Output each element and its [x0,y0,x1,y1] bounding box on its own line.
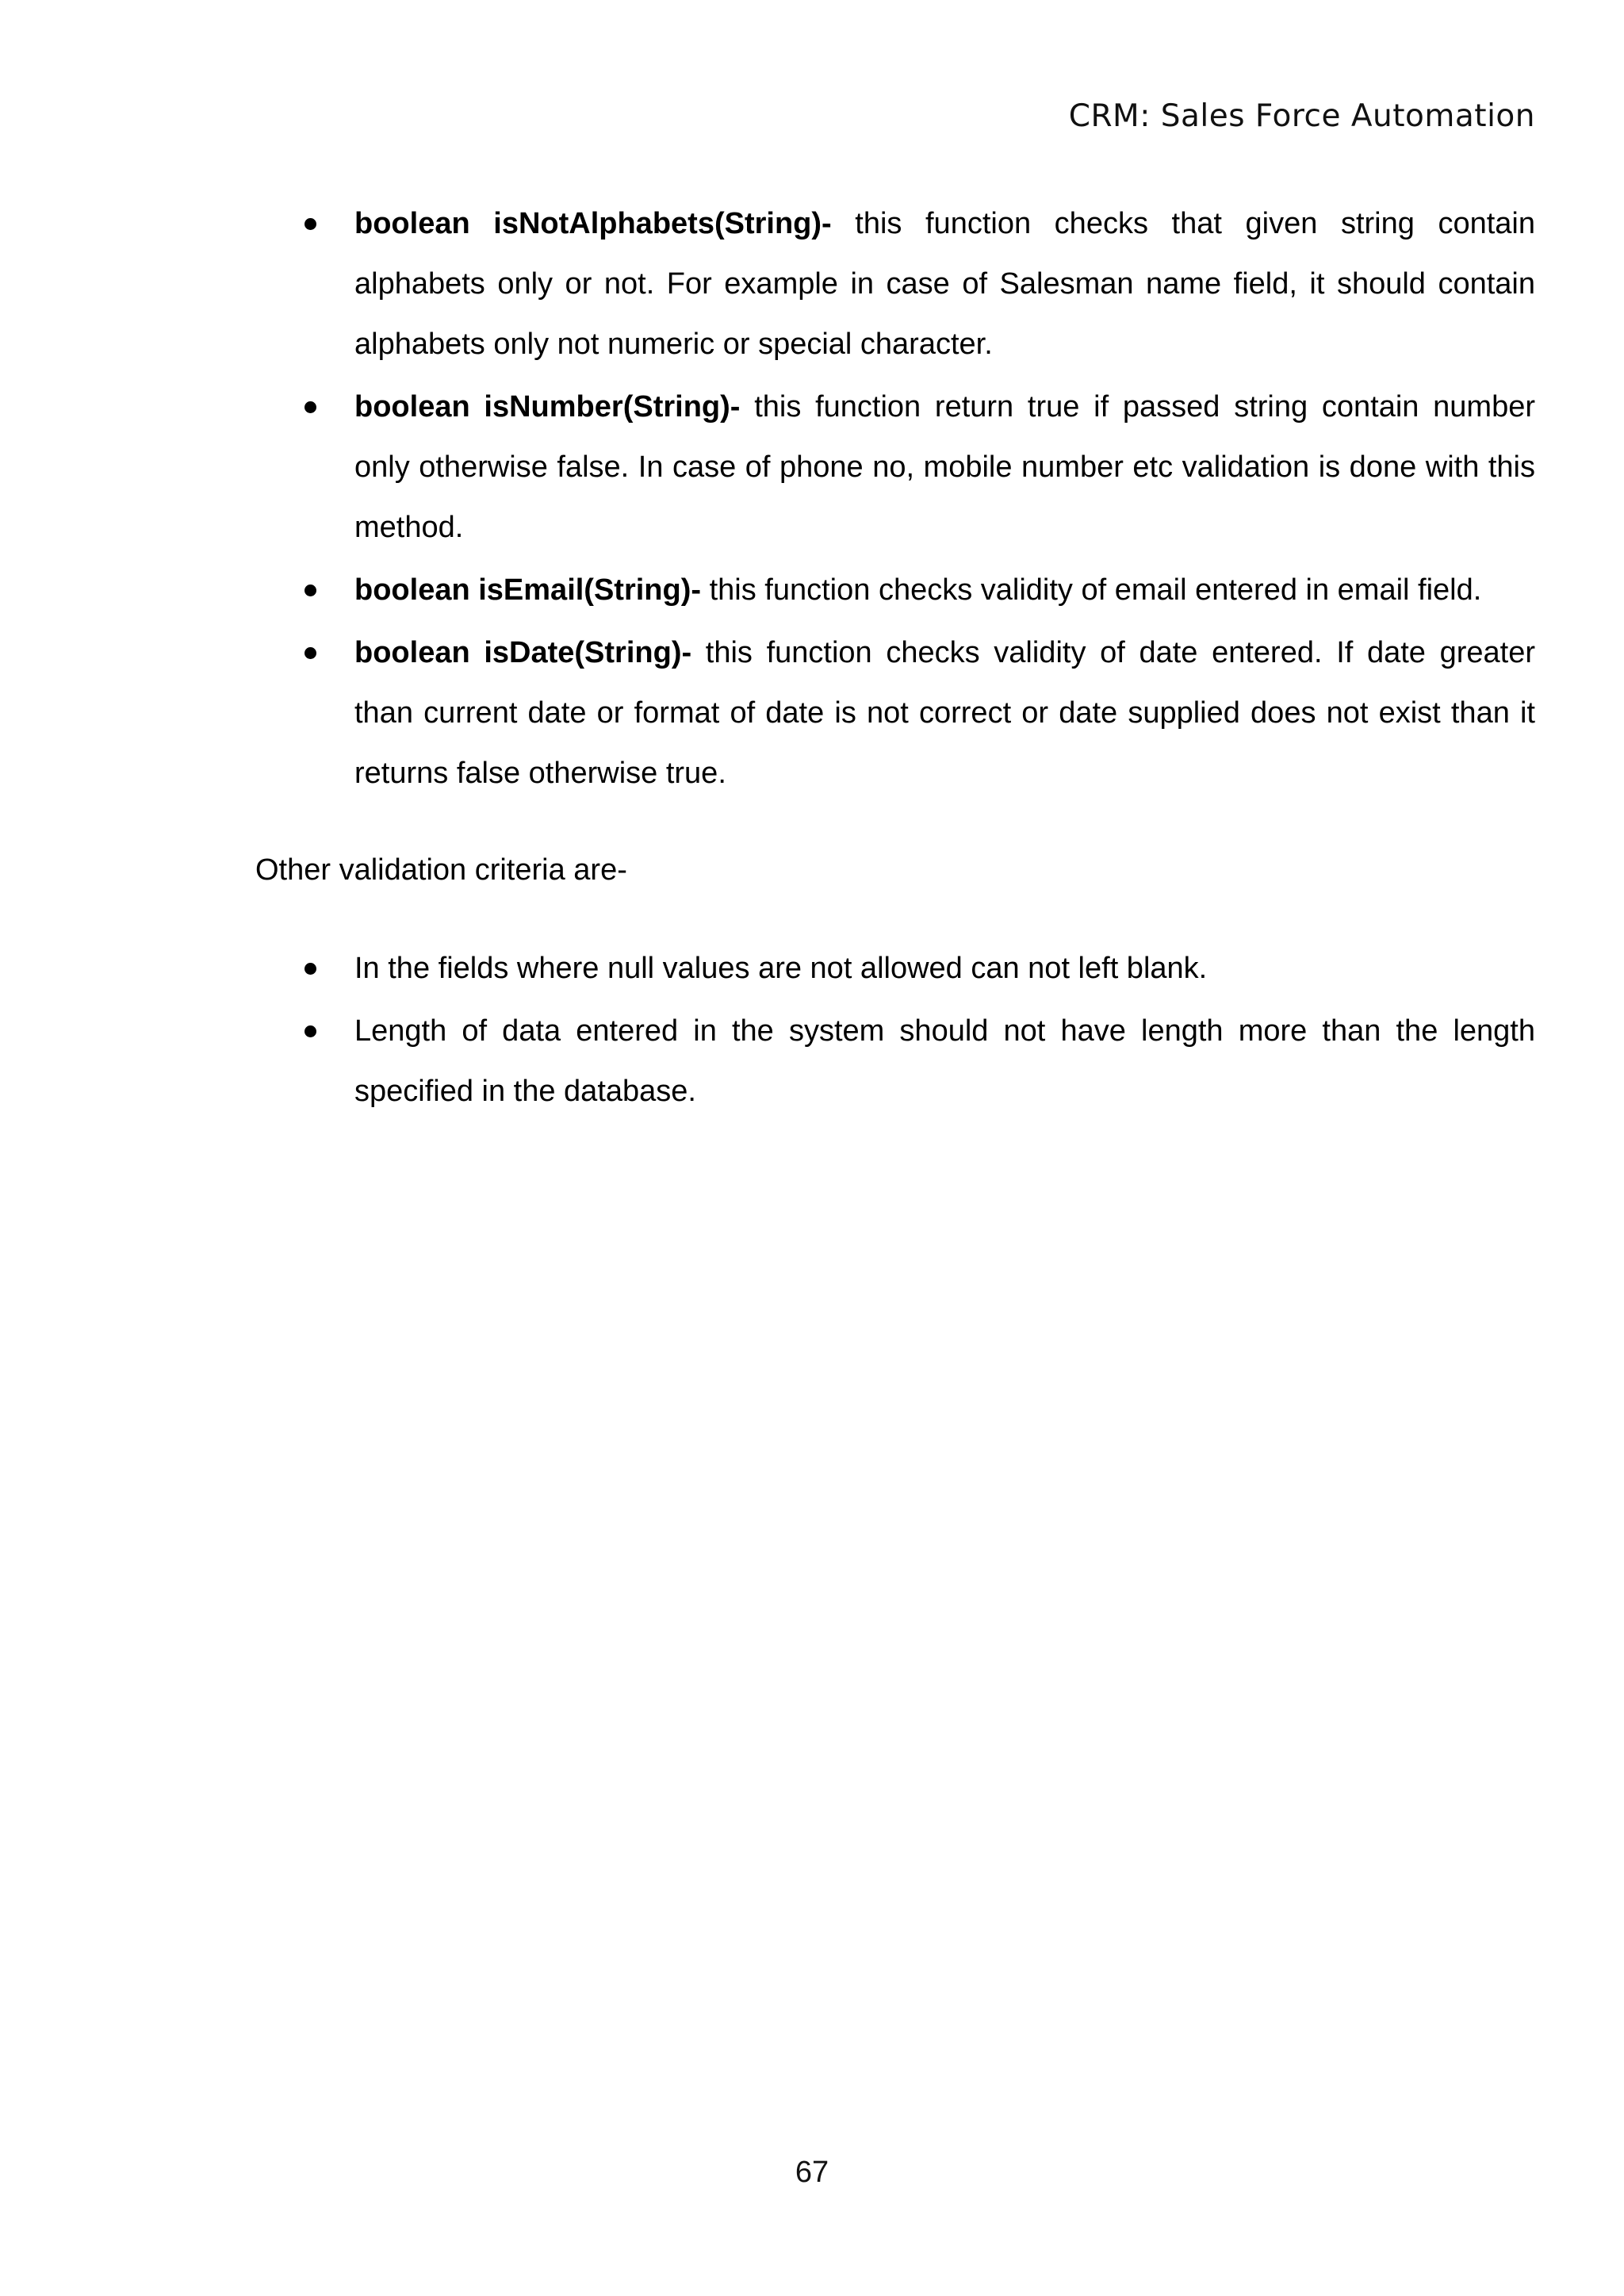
function-description: this function checks validity of date entered. If date greater than current date or format of date is not correct or date supplied does not exist than it returns false otherwise true. [354,636,1535,790]
criteria-list [255,938,1535,1121]
function-signature: boolean isNumber(String)- [354,390,755,424]
other-criteria-intro: Other validation criteria are- [255,853,627,887]
function-signature: boolean isEmail(String)- [354,573,710,607]
page-header-title: CRM: Sales Force Automation [1068,98,1535,134]
page-content [255,194,1535,1124]
list-item [255,938,1535,999]
list-item [255,560,1535,620]
criteria-text: Length of data entered in the system should not have length more than the length specified in the database. [354,1014,1535,1108]
bullet-icon [304,1025,316,1037]
list-item [255,194,1535,374]
list-item [255,1001,1535,1121]
function-description: this function checks that given string contain alphabets only or not. For example in case of Salesman name field, it should contain alphabets only not numeric or special character. [354,207,1535,361]
list-item [255,623,1535,803]
bullet-icon [304,218,316,230]
function-description: this function return true if passed string contain number only otherwise false. In case of phone no, mobile number etc validation is done with this method. [354,390,1535,544]
criteria-text: In the fields where null values are not allowed can not left blank. [354,952,1208,985]
function-list [255,194,1535,803]
bullet-icon [304,963,316,975]
bullet-icon [304,647,316,659]
function-signature: boolean isNotAlphabets(String)- [354,207,856,240]
function-signature: boolean isDate(String)- [354,636,706,669]
function-description: this function checks validity of email entered in email field. [709,573,1482,607]
bullet-icon [304,585,316,596]
bullet-icon [304,401,316,413]
page-number: 67 [795,2156,829,2189]
list-item [255,377,1535,558]
